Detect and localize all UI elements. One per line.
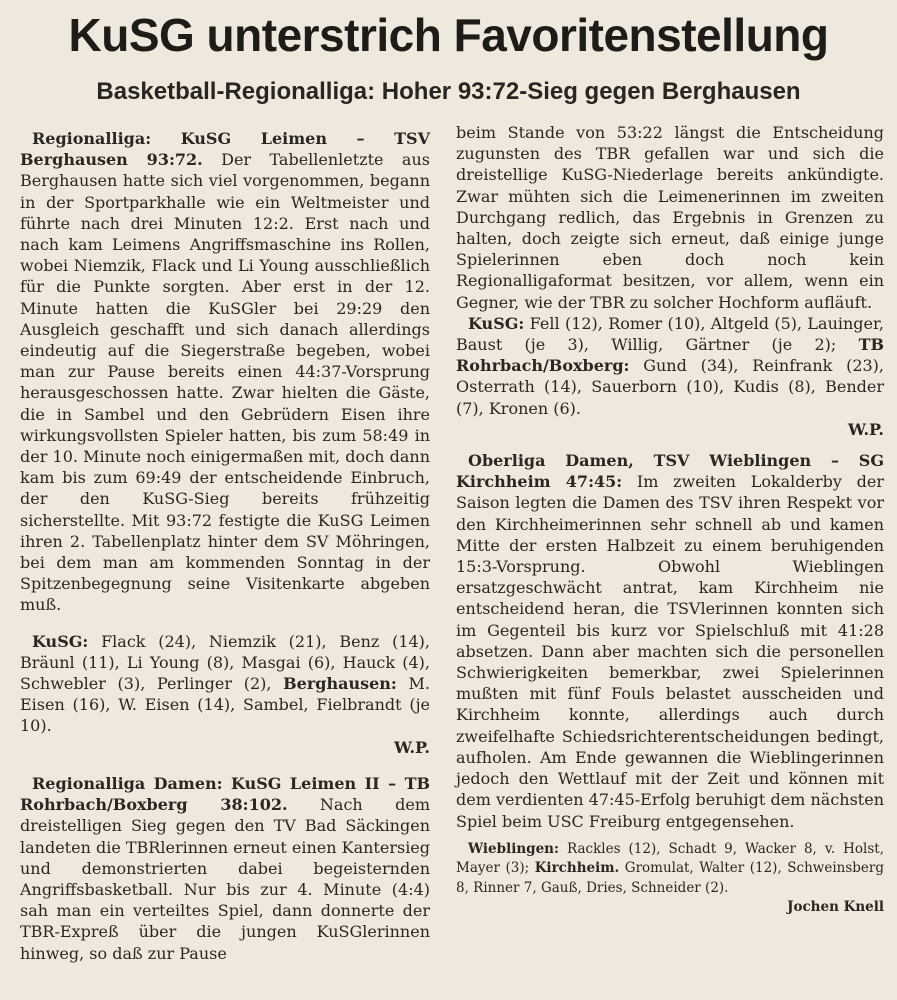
column-left (20, 128, 430, 964)
headline: KuSG unterstrich Favoritenstellung (68, 9, 829, 61)
article-oberliga (456, 450, 884, 832)
lineup-kirchheim-players: Gromulat, Walter (12), Schweinsberg 8, Rinner 7, Gauß, Dries, Schneider (2). (456, 860, 884, 896)
article-damen-lead: Regionalliga Damen: KuSG Leimen II – TB Rohrbach/Boxberg 38:102. (20, 773, 430, 815)
author-credit: Jochen Knell (787, 899, 884, 916)
lineup-tbr-players: Gund (34), Reinfrank (23), Osterrath (14), Sauerborn (10), Kudis (8), Bender (7), Kronen (6). (456, 356, 885, 418)
article-oberliga-body: Im zweiten Lokalderby der Saison legten die Damen des TSV ihren Respekt vor den Kirchheimerinnen sehr schnell ab und kamen Mitte der ersten Halbzeit zu einem beruhigenden 15:3-Vorsprung. Obwohl Wieblingen ersatzgeschwächt antrat, kam Kirchheim nie entscheidend heran, die TSVlerinnen konnten sich im Gegenteil bis kurz vor Spielschluß mit 41:28 absetzen. Dann aber machten sich die personellen Schwierigkeiten bemerkbar, zwei Spielerinnen mußten mit fünf Fouls belastet ausscheiden und Kirchheim konnte, allerdings auch durch zweifelhafte Schiedsrichterentscheidungen bedingt, aufholen. Am Ende gewannen die Wieblingerinnen jedoch den Wettlauf mit der Zeit und können mit dem verdienten 47:45-Erfolg beruhigt dem nächsten Spiel beim USC Freiburg entgegensehen. (456, 472, 885, 831)
lineup-berghausen-label: Berghausen: (283, 674, 397, 694)
article-damen-continued: beim Stande von 53:22 längst die Entscheidung zugunsten des TBR gefallen war und sich die dreistellige KuSG-Niederlage bereits ankündigte. Zwar mühten sich die Leimenerinnen im zweiten Durchgang redlich, das Ergebnis in Grenzen zu halten, doch zeigte sich erneut, daß einige junge Spielerinnen eben doch noch kein Regionalligaformat besitzen, vor allem, wenn ein Gegner, wie der TBR zu solcher Hochform aufläuft. (456, 123, 884, 312)
subheadline: Basketball-Regionalliga: Hoher 93:72-Sieg gegen Berghausen (96, 78, 801, 105)
spacer (20, 758, 430, 773)
article-berghausen-body: Der Tabellenletzte aus Berghausen hatte sich viel vorgenommen, begann in der Sportparkhalle wie ein Weltmeister und führte nach drei Minuten 12:2. Erst nach und nach kam Leimens Angriffsmaschine ins Rollen, wobei Niemzik, Flack und Li Young ausschließlich für die Punkte sorgten. Aber erst in der 12. Minute hatten die KuSGler bei 29:29 den Ausgleich geschafft und sich danach allerdings eindeutig auf die Siegerstraße begeben, wobei man zur Pause bereits einen 44:37-Vorsprung herausgeschossen hatte. Zwar hielten die Gäste, die in Sambel und den Gebrüdern Eisen ihre wirkungsvollsten Spieler hatten, bis zum 58:49 in der 10. Minute noch einigermaßen mit, doch dann kam bis zum 69:49 der entscheidende Einbruch, der den KuSG-Sieg bereits frühzeitig sicherstellte. Mit 93:72 festigte die KuSG Leimen ihren 2. Tabellenplatz hinter dem SV Möhringen, bei dem man am kommenden Sonntag in der Spitzenbegegnung seine Visitenkarte abgeben muß. (20, 150, 430, 615)
lineup-tbr-label: TB Rohrbach/Boxberg: (456, 335, 885, 376)
lineup-kusg-players: Flack (24), Niemzik (21), Benz (14), Bräunl (11), Li Young (8), Masgai (6), Hauck (4), Schwebler (3), Perlinger (2), (20, 631, 431, 694)
lineup-oberliga-game (456, 840, 884, 918)
lineup-kusg-label: KuSG: (32, 631, 89, 651)
lineup-damen-game (456, 313, 884, 419)
spacer (20, 616, 430, 631)
spacer (456, 440, 884, 450)
lineup-wieblingen-players: Rackles (12), Schadt 9, Wacker 8, v. Holst, Mayer (3); (456, 840, 884, 877)
column-right (456, 122, 884, 918)
lineup-kusg-damen-label: KuSG: (468, 313, 525, 333)
article-damen-body: Nach dem dreistelligen Sieg gegen den TV Bad Säckingen landeten die TBRlerinnen erneut einen Kantersieg und demonstrierten dabei begeisternden Angriffsbasketball. Nur bis zur 4. Minute (4:4) sah man ein verteiltes Spiel, dann donnerte der TBR-Expreß über die jungen KuSGlerinnen hinweg, so daß zur Pause (20, 795, 431, 963)
lineup-berghausen-players: M. Eisen (16), W. Eisen (14), Sambel, Fielbrandt (je 10). (20, 674, 430, 736)
signature-wp: W.P. (394, 737, 430, 757)
lineup-kirchheim-label: Kirchheim. (534, 860, 620, 877)
article-oberliga-lead: Oberliga Damen, TSV Wieblingen – SG Kirchheim 47:45: (456, 451, 884, 492)
signature-wp-2: W.P. (848, 419, 884, 439)
article-berghausen (20, 128, 430, 616)
lineup-berghausen-game (20, 631, 430, 737)
lineup-wieblingen-label: Wieblingen: (468, 840, 559, 857)
spacer (456, 832, 884, 840)
article-berghausen-lead: Regionalliga: KuSG Leimen – TSV Berghausen 93:72. (20, 129, 430, 170)
article-damen-regionalliga (20, 773, 430, 964)
lineup-kusg-damen-players: Fell (12), Romer (10), Altgeld (5), Lauinger, Baust (je 3), Willig, Gärtner (je 2); (456, 313, 884, 355)
